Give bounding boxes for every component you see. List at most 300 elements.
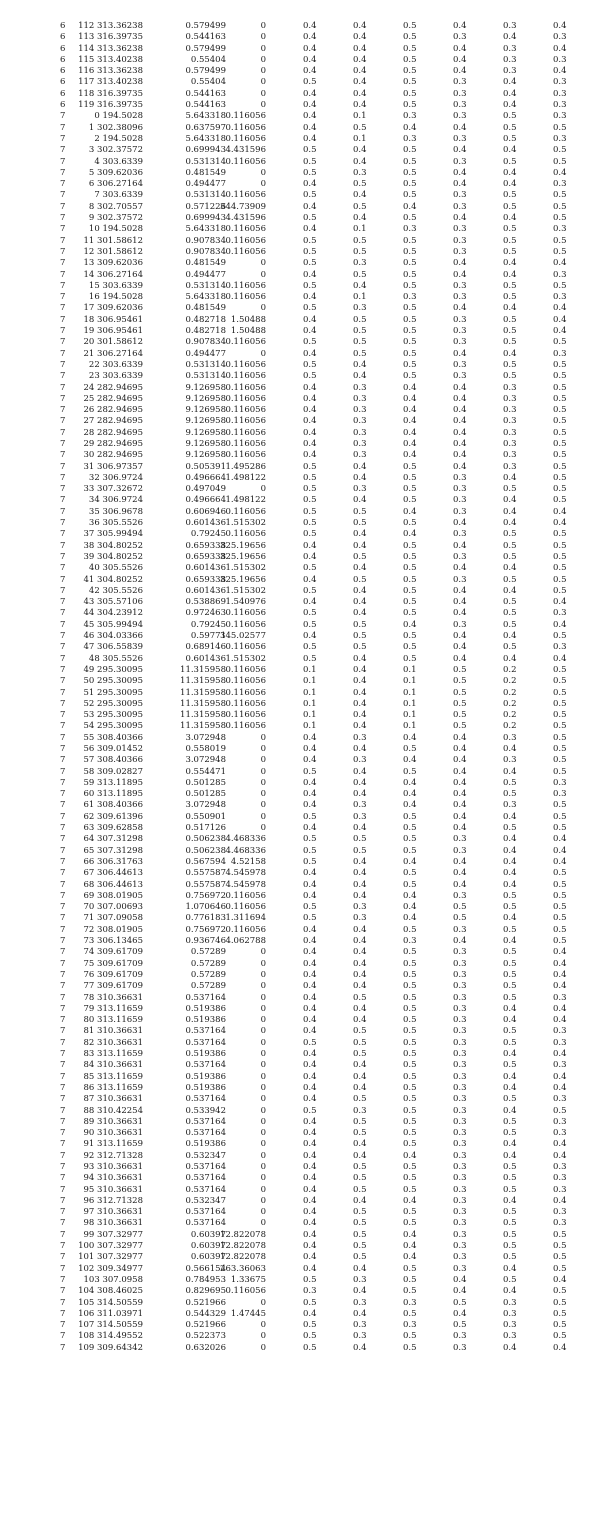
table-cell: 0.4 xyxy=(503,834,517,845)
table-cell: 0.3 xyxy=(553,179,567,190)
table-cell: 0.4 xyxy=(303,1207,317,1218)
table-cell: 0.4 xyxy=(353,664,367,675)
table-cell: 0.5 xyxy=(553,461,567,472)
table-cell: 0.544329 xyxy=(185,1308,226,1319)
table-cell: 7 xyxy=(60,981,66,992)
table-cell: 0.4 xyxy=(303,1161,317,1172)
table-cell: 0.5 xyxy=(553,631,567,642)
table-cell: 0.4 xyxy=(353,1082,367,1093)
table-cell: 0.4 xyxy=(403,416,417,427)
table-cell: 7 xyxy=(60,744,66,754)
table-cell: 5.643318 xyxy=(185,224,226,235)
table-cell: 0.482718 xyxy=(185,314,226,325)
table-row xyxy=(0,834,613,845)
table-cell: 0.3 xyxy=(453,1049,467,1060)
table-cell: 0.4 xyxy=(303,1128,317,1139)
table-cell: 0.5 xyxy=(553,122,567,133)
table-row xyxy=(0,1343,613,1354)
table-cell: 0 xyxy=(260,100,266,111)
table-row xyxy=(0,1128,613,1139)
table-cell: 0.4 xyxy=(503,1195,517,1206)
table-cell: 0.3 xyxy=(403,292,417,303)
table-cell: 0.116056 xyxy=(225,721,266,732)
table-cell: 0.531314 xyxy=(185,156,226,167)
table-cell: 63 309.62858 xyxy=(83,823,143,834)
table-cell: 0.4 xyxy=(403,1252,417,1263)
table-cell: 4 303.6339 xyxy=(94,156,143,167)
table-cell: 0.4 xyxy=(353,958,367,969)
table-cell: 0.1 xyxy=(303,664,317,675)
table-row xyxy=(0,270,613,281)
table-cell: 42 305.5526 xyxy=(88,585,143,596)
table-cell: 82 310.36631 xyxy=(83,1037,143,1048)
table-cell: 0.5 xyxy=(403,314,417,325)
table-cell: 60 313.11895 xyxy=(83,789,143,800)
table-cell: 0 xyxy=(260,1320,266,1331)
table-cell: 0.4 xyxy=(403,1195,417,1206)
table-cell: 119 316.39735 xyxy=(78,100,143,111)
table-row xyxy=(0,563,613,574)
table-cell: 0.5 xyxy=(403,608,417,619)
table-cell: 0.4 xyxy=(353,947,367,958)
table-cell: 0 xyxy=(260,947,266,958)
table-cell: 0.544163 xyxy=(185,88,226,99)
table-cell: 11.315958 xyxy=(180,687,226,698)
table-cell: 76 309.61709 xyxy=(83,969,143,980)
table-cell: 7 xyxy=(60,337,66,348)
table-cell: 6 xyxy=(60,77,66,88)
table-cell: 0.4 xyxy=(553,981,567,992)
table-cell: 0.5 xyxy=(353,1229,367,1240)
table-cell: 0.4 xyxy=(403,732,417,743)
table-cell: 7 xyxy=(60,551,66,562)
table-cell: 0 xyxy=(260,167,266,178)
table-cell: 0.3 xyxy=(503,427,517,438)
table-cell: 4.431596 xyxy=(225,213,266,224)
table-cell: 72 308.01905 xyxy=(83,924,143,935)
table-cell: 0 xyxy=(260,1116,266,1127)
table-cell: 0.5 xyxy=(503,574,517,585)
table-cell: 0.3 xyxy=(503,416,517,427)
table-cell: 0.5 xyxy=(303,653,317,664)
table-cell: 4.468336 xyxy=(225,834,266,845)
table-cell: 0.1 xyxy=(303,698,317,709)
table-cell: 0.5 xyxy=(403,958,417,969)
table-cell: 0 xyxy=(260,777,266,788)
table-cell: 23 303.6339 xyxy=(88,371,143,382)
table-cell: 0.4 xyxy=(303,936,317,947)
table-cell: 0.3 xyxy=(353,484,367,495)
table-cell: 0.3 xyxy=(453,947,467,958)
table-cell: 81 310.36631 xyxy=(83,1026,143,1037)
table-cell: 0.5 xyxy=(553,732,567,743)
table-cell: 0.4 xyxy=(353,981,367,992)
table-cell: 0.4 xyxy=(503,32,517,43)
table-cell: 0.4 xyxy=(403,382,417,393)
table-cell: 0.5 xyxy=(403,484,417,495)
table-cell: 91 313.11659 xyxy=(83,1139,143,1150)
table-cell: 0.4 xyxy=(453,393,467,404)
table-cell: 0.4 xyxy=(453,1286,467,1297)
table-cell: 0.5 xyxy=(303,563,317,574)
table-cell: 0.4 xyxy=(303,88,317,99)
table-cell: 77 309.61709 xyxy=(83,981,143,992)
table-row xyxy=(0,880,613,891)
table-cell: 0.4 xyxy=(503,1286,517,1297)
table-cell: 0.4 xyxy=(303,326,317,337)
table-cell: 0.4 xyxy=(503,495,517,506)
table-cell: 1.540976 xyxy=(225,597,266,608)
table-cell: 0.3 xyxy=(503,66,517,77)
table-cell: 0.3 xyxy=(453,133,467,144)
table-cell: 73 306.13465 xyxy=(83,936,143,947)
table-row xyxy=(0,21,613,32)
table-cell: 0.601436 xyxy=(185,585,226,596)
table-cell: 0.3 xyxy=(453,1229,467,1240)
table-cell: 0.4 xyxy=(403,438,417,449)
table-row xyxy=(0,631,613,642)
table-cell: 0.972463 xyxy=(185,608,226,619)
table-cell: 0.3 xyxy=(503,382,517,393)
table-cell: 7 xyxy=(60,619,66,630)
table-cell: 0.4 xyxy=(553,1003,567,1014)
table-cell: 0.538869 xyxy=(185,597,226,608)
table-row xyxy=(0,891,613,902)
table-cell: 0.5 xyxy=(553,721,567,732)
table-cell: 80 313.11659 xyxy=(83,1015,143,1026)
table-row xyxy=(0,947,613,958)
table-cell: 1.50488 xyxy=(230,326,266,337)
table-cell: 0.5 xyxy=(503,947,517,958)
table-cell: 0.4 xyxy=(303,21,317,31)
table-cell: 0.5 xyxy=(353,1037,367,1048)
table-cell: 58 309.02827 xyxy=(83,766,143,777)
table-cell: 0.756972 xyxy=(185,924,226,935)
table-cell: 0.5 xyxy=(553,246,567,257)
table-cell: 0.1 xyxy=(353,224,367,235)
table-row xyxy=(0,66,613,77)
table-cell: 7 xyxy=(60,710,66,721)
table-cell: 1.515302 xyxy=(225,518,266,529)
table-cell: 0.4 xyxy=(503,1139,517,1150)
table-cell: 0.5 xyxy=(503,1116,517,1127)
table-cell: 0.5 xyxy=(503,133,517,144)
table-cell: 0.4 xyxy=(303,1049,317,1060)
table-cell: 0.3 xyxy=(553,789,567,800)
table-cell: 0.4 xyxy=(553,1139,567,1150)
table-cell: 0.116056 xyxy=(225,890,266,901)
table-cell: 6 xyxy=(60,32,66,43)
table-cell: 0.5 xyxy=(403,1161,417,1172)
table-cell: 0.3 xyxy=(503,438,517,449)
table-cell: 0.3 xyxy=(353,811,367,822)
table-cell: 7 xyxy=(60,800,66,811)
table-cell: 114 313.36238 xyxy=(78,43,143,54)
table-cell: 0.4 xyxy=(303,450,317,461)
table-cell: 0.4 xyxy=(453,405,467,416)
table-cell: 1.498122 xyxy=(225,472,266,483)
table-cell: 0.4 xyxy=(453,777,467,788)
table-cell: 7 xyxy=(60,461,66,472)
table-cell: 0.116056 xyxy=(225,224,266,235)
table-cell: 90 310.36631 xyxy=(83,1128,143,1139)
table-cell: 0.606946 xyxy=(185,506,226,517)
table-cell: 0.3 xyxy=(353,1274,367,1285)
table-cell: 0.116056 xyxy=(225,337,266,348)
table-cell: 5.643318 xyxy=(185,111,226,122)
table-cell: 26 282.94695 xyxy=(83,405,143,416)
table-cell: 87 310.36631 xyxy=(83,1094,143,1105)
table-cell: 0.4 xyxy=(453,416,467,427)
table-cell: 0 xyxy=(260,269,266,280)
table-row xyxy=(0,281,613,292)
table-cell: 18 306.95461 xyxy=(83,314,143,325)
table-cell: 12.822078 xyxy=(220,1229,266,1240)
table-cell: 0.5 xyxy=(503,902,517,913)
table-row xyxy=(0,755,613,766)
table-cell: 0 xyxy=(260,66,266,77)
table-cell: 0.3 xyxy=(503,461,517,472)
table-cell: 0.5 xyxy=(403,1116,417,1127)
table-cell: 0.5 xyxy=(403,540,417,551)
table-cell: 0.5 xyxy=(303,1320,317,1331)
table-cell: 0.5 xyxy=(403,1071,417,1082)
table-cell: 0.4 xyxy=(303,224,317,235)
table-cell: 79 313.11659 xyxy=(83,1003,143,1014)
table-cell: 7 xyxy=(60,1342,66,1353)
table-cell: 0.5 xyxy=(403,280,417,291)
table-cell: 0.4 xyxy=(503,563,517,574)
table-cell: 0.5 xyxy=(403,551,417,562)
table-cell: 0.5 xyxy=(553,1308,567,1319)
table-cell: 7 xyxy=(60,303,66,314)
table-row xyxy=(0,1230,613,1241)
table-cell: 0.5 xyxy=(403,744,417,754)
table-cell: 0.4 xyxy=(303,800,317,811)
table-cell: 0.5 xyxy=(403,631,417,642)
table-cell: 0.5 xyxy=(303,280,317,291)
table-row xyxy=(0,337,613,348)
table-cell: 0.4 xyxy=(353,1071,367,1082)
table-cell: 0.4 xyxy=(303,438,317,449)
table-cell: 0.5 xyxy=(303,303,317,314)
table-cell: 7 xyxy=(60,845,66,856)
table-cell: 0.3 xyxy=(453,495,467,506)
table-cell: 0.5 xyxy=(553,1241,567,1252)
table-cell: 36 305.5526 xyxy=(88,518,143,529)
table-cell: 0.4 xyxy=(303,1015,317,1026)
table-cell: 0.5 xyxy=(503,1252,517,1263)
table-cell: 0.5 xyxy=(403,1342,417,1353)
table-cell: 0.4 xyxy=(503,744,517,754)
table-cell: 0.5 xyxy=(403,472,417,483)
table-cell: 32 306.9724 xyxy=(88,472,143,483)
table-cell: 0 xyxy=(260,1037,266,1048)
table-cell: 0 xyxy=(260,1297,266,1308)
table-cell: 0.601436 xyxy=(185,563,226,574)
table-cell: 325.19656 xyxy=(220,551,266,562)
table-cell: 0.4 xyxy=(353,280,367,291)
table-cell: 0.116056 xyxy=(225,676,266,687)
table-cell: 0.601436 xyxy=(185,653,226,664)
table-cell: 9.126958 xyxy=(185,427,226,438)
table-cell: 0.1 xyxy=(303,721,317,732)
table-cell: 0.5 xyxy=(403,1263,417,1274)
table-cell: 0.3 xyxy=(353,167,367,178)
table-cell: 0.5 xyxy=(303,371,317,382)
table-cell: 7 xyxy=(60,890,66,901)
table-cell: 15 303.6339 xyxy=(88,280,143,291)
table-cell: 0.116056 xyxy=(225,438,266,449)
table-cell: 0 xyxy=(260,1173,266,1184)
table-cell: 7 303.6339 xyxy=(94,190,143,201)
table-cell: 0.5 xyxy=(503,777,517,788)
table-cell: 7 xyxy=(60,1026,66,1037)
table-cell: 0.4 xyxy=(453,258,467,269)
table-row xyxy=(0,1173,613,1184)
table-cell: 0.4 xyxy=(403,856,417,867)
table-cell: 0.4 xyxy=(553,834,567,845)
table-cell: 0.554471 xyxy=(185,766,226,777)
table-cell: 0.3 xyxy=(553,32,567,43)
table-cell: 0.5 xyxy=(453,721,467,732)
table-cell: 7 xyxy=(60,1252,66,1263)
table-cell: 14 306.27164 xyxy=(83,269,143,280)
table-cell: 7 xyxy=(60,1003,66,1014)
table-row xyxy=(0,484,613,495)
table-cell: 0.5 xyxy=(403,1128,417,1139)
table-cell: 7 xyxy=(60,1184,66,1195)
table-cell: 7 xyxy=(60,631,66,642)
table-cell: 0.3 xyxy=(503,21,517,31)
table-cell: 0.3 xyxy=(553,1060,567,1071)
table-cell: 0.5 xyxy=(403,21,417,31)
table-cell: 0.5 xyxy=(403,1003,417,1014)
table-cell: 0.5 xyxy=(353,1026,367,1037)
table-cell: 0.5 xyxy=(503,789,517,800)
table-cell: 7 xyxy=(60,1161,66,1172)
table-cell: 0.4 xyxy=(303,1252,317,1263)
table-cell: 0 xyxy=(260,484,266,495)
table-cell: 54 295.30095 xyxy=(83,721,143,732)
table-cell: 0.3 xyxy=(453,190,467,201)
table-cell: 0.4 xyxy=(353,529,367,540)
table-cell: 0.5 xyxy=(403,947,417,958)
table-cell: 0.5 xyxy=(503,1241,517,1252)
table-cell: 0.5 xyxy=(503,111,517,122)
table-cell: 0.116056 xyxy=(225,698,266,709)
table-row xyxy=(0,1241,613,1252)
table-cell: 0.4 xyxy=(503,167,517,178)
table-cell: 7 xyxy=(60,856,66,867)
table-cell: 0.4 xyxy=(553,1071,567,1082)
table-row xyxy=(0,371,613,382)
table-cell: 0.4 xyxy=(353,777,367,788)
table-cell: 0.4 xyxy=(453,427,467,438)
table-cell: 0.537164 xyxy=(185,1060,226,1071)
table-cell: 0.4 xyxy=(353,1060,367,1071)
table-cell: 0.506238 xyxy=(185,845,226,856)
table-cell: 4.545978 xyxy=(225,868,266,879)
table-row xyxy=(0,89,613,100)
table-cell: 0 xyxy=(260,981,266,992)
table-cell: 0.4 xyxy=(353,190,367,201)
table-cell: 0.481549 xyxy=(185,258,226,269)
table-row xyxy=(0,213,613,224)
table-cell: 0.3 xyxy=(353,1297,367,1308)
table-cell: 22 303.6339 xyxy=(88,359,143,370)
table-cell: 0.4 xyxy=(453,811,467,822)
table-cell: 0 xyxy=(260,303,266,314)
table-cell: 0.4 xyxy=(353,371,367,382)
table-cell: 0.4 xyxy=(453,382,467,393)
table-cell: 0.2 xyxy=(503,698,517,709)
table-cell: 0.5 xyxy=(303,811,317,822)
table-cell: 0.3 xyxy=(503,1320,517,1331)
table-cell: 0.829695 xyxy=(185,1286,226,1297)
table-cell: 0.5 xyxy=(403,518,417,529)
table-cell: 0.5 xyxy=(553,710,567,721)
table-cell: 0.4 xyxy=(353,1195,367,1206)
table-cell: 0.3 xyxy=(353,800,367,811)
table-cell: 7 xyxy=(60,416,66,427)
table-cell: 0.4 xyxy=(453,1308,467,1319)
table-cell: 0.5 xyxy=(403,574,417,585)
table-cell: 0.4 xyxy=(503,518,517,529)
table-cell: 0.936746 xyxy=(185,936,226,947)
table-cell: 11.315958 xyxy=(180,664,226,675)
table-cell: 0.116056 xyxy=(225,190,266,201)
table-cell: 0.5 xyxy=(403,1308,417,1319)
table-cell: 0.5 xyxy=(553,563,567,574)
table-cell: 0.4 xyxy=(303,179,317,190)
table-cell: 0.537164 xyxy=(185,1116,226,1127)
table-cell: 39 304.80252 xyxy=(83,551,143,562)
table-cell: 0.5 xyxy=(453,710,467,721)
table-cell: 11.315958 xyxy=(180,721,226,732)
table-cell: 0.116056 xyxy=(225,405,266,416)
table-cell: 0.60397 xyxy=(190,1241,226,1252)
table-cell: 0.3 xyxy=(553,1218,567,1229)
table-cell: 0.4 xyxy=(303,992,317,1003)
table-row xyxy=(0,1049,613,1060)
table-cell: 0 xyxy=(260,1139,266,1150)
table-cell: 0.537164 xyxy=(185,1173,226,1184)
table-cell: 0 xyxy=(260,1060,266,1071)
table-cell: 0.4 xyxy=(303,551,317,562)
table-cell: 0.5 xyxy=(353,1252,367,1263)
table-cell: 0.4 xyxy=(353,597,367,608)
table-cell: 7 xyxy=(60,371,66,382)
table-cell: 0.3 xyxy=(503,1308,517,1319)
table-cell: 0.5 xyxy=(553,1229,567,1240)
table-cell: 0.531314 xyxy=(185,190,226,201)
table-cell: 0.5 xyxy=(403,326,417,337)
table-cell: 9 302.37572 xyxy=(88,213,143,224)
table-cell: 0.4 xyxy=(503,585,517,596)
table-cell: 0.5 xyxy=(403,924,417,935)
table-cell: 2 194.5028 xyxy=(94,133,143,144)
table-cell: 7 xyxy=(60,1218,66,1229)
table-cell: 7 xyxy=(60,1060,66,1071)
table-cell: 0.5 xyxy=(553,145,567,156)
table-cell: 0.55404 xyxy=(190,77,226,88)
table-cell: 0.5 xyxy=(353,1094,367,1105)
table-cell: 0.4 xyxy=(553,1342,567,1353)
table-row xyxy=(0,450,613,461)
table-row xyxy=(0,439,613,450)
table-cell: 0 xyxy=(260,969,266,980)
